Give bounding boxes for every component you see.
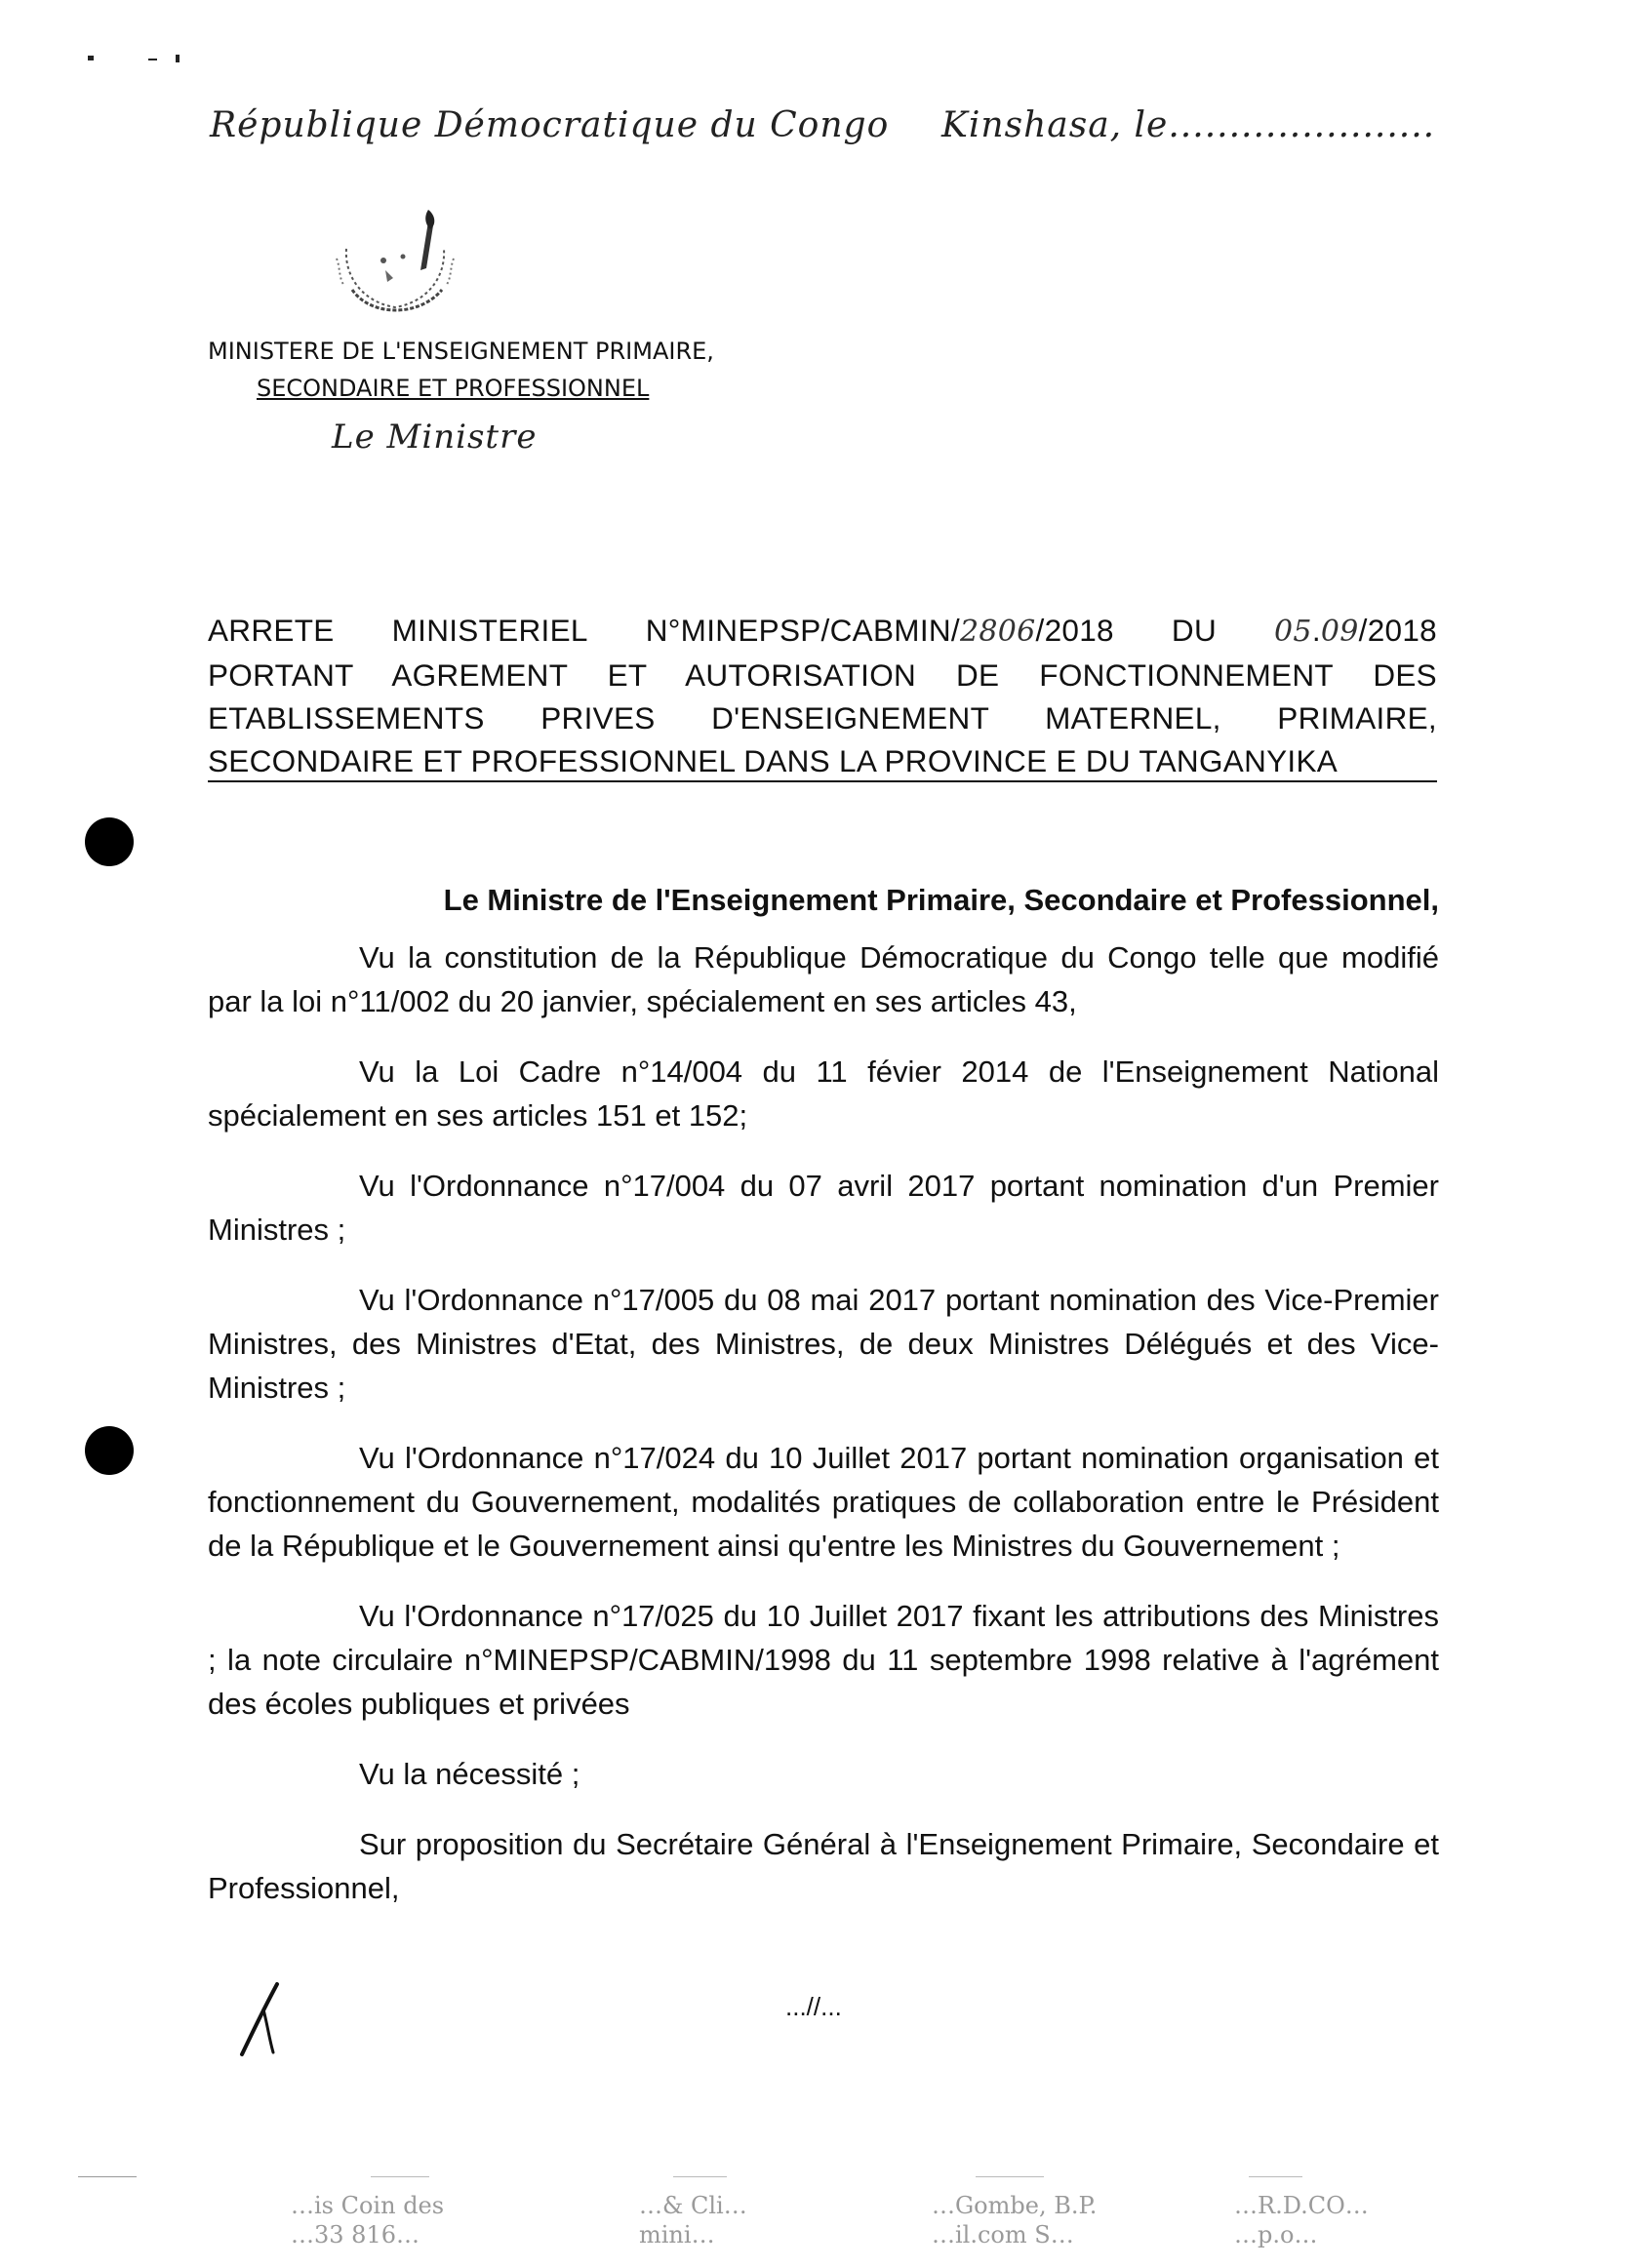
preamble: Le Ministre de l'Enseignement Primaire, Secondaire et Professionnel, [443, 883, 1439, 917]
punch-hole [85, 1426, 134, 1475]
page-continuation: ...//... [785, 1992, 842, 2021]
title-line1 [208, 609, 1437, 654]
footer-mark [371, 2176, 429, 2177]
scan-speck [176, 55, 180, 62]
coat-of-arms-emblem [327, 210, 473, 337]
considerant-paragraph: Vu l'Ordonnance n°17/025 du 10 Juillet 2017 fixant les attributions des Ministres ; la note circulaire n°MINEPSP/CABMIN/1998 du 11 septembre 1998 relative à l'agrément des écoles publiques et privées [208, 1599, 1439, 1721]
title-line4: SECONDAIRE ET PROFESSIONNEL DANS LA PROVINCE E DU TANGANYIKA [208, 743, 1339, 778]
footer-mark [976, 2176, 1044, 2177]
handwritten-initial [234, 1980, 293, 2058]
minister-signatory: Le Ministre [332, 418, 538, 457]
considerant-paragraph: Vu la constitution de la République Démocratique du Congo telle que modifié par la loi n°11/002 du 20 janvier, spécialement en ses articles 43, [208, 940, 1439, 1018]
title-word: ARRETE [208, 613, 335, 648]
title-line3: ETABLISSEMENTS PRIVES D'ENSEIGNEMENT MATERNEL, PRIMAIRE, [208, 700, 1437, 736]
title-word: MINISTERIEL [391, 613, 588, 648]
considerant-paragraph: Sur proposition du Secrétaire Général à l'Enseignement Primaire, Secondaire et Professionnel, [208, 1827, 1439, 1905]
considerant-paragraph: Vu l'Ordonnance n°17/005 du 08 mai 2017 portant nomination des Vice-Premier Ministres, des Ministres d'Etat, des Ministres, de deux Ministres Délégués et des Vice-Ministres ; [208, 1283, 1439, 1405]
handwritten-number: 2806 [959, 615, 1036, 649]
punch-hole [85, 817, 134, 866]
decree-date: 05.09/2018 [1274, 613, 1437, 649]
scan-speck [88, 56, 94, 60]
ministry-name-line2: SECONDAIRE ET PROFESSIONNEL [257, 375, 650, 402]
ministry-name-line1: MINISTERE DE L'ENSEIGNEMENT PRIMAIRE, [208, 338, 714, 365]
considerant-paragraph: Vu l'Ordonnance n°17/024 du 10 Juillet 2017 portant nomination organisation et fonctionnement du Gouvernement, modalités pratiques de collaboration entre le Président de la République et le Gouvernement ainsi qu'entre les Ministres du Gouvernement ; [208, 1441, 1439, 1563]
considerant-paragraph: Vu la Loi Cadre n°14/004 du 11 févier 2014 de l'Enseignement National spécialement en ses articles 151 et 152; [208, 1054, 1439, 1133]
handwritten-month: 09 [1320, 615, 1359, 649]
footer-address-col2: …& Cli… mini… [639, 2192, 747, 2248]
footer-address-col4: …R.D.CO… …p.o… [1234, 2192, 1369, 2248]
footer-address-col1: …is Coin des …33 816… [291, 2192, 445, 2248]
decree-body [208, 878, 1439, 1936]
country-header: République Démocratique du Congo [210, 105, 890, 145]
footer-mark [1249, 2176, 1302, 2177]
title-line2: PORTANT AGREMENT ET AUTORISATION DE FONCTIONNEMENT DES [208, 657, 1437, 693]
considerant-paragraph: Vu la nécessité ; [359, 1757, 580, 1791]
footer-address-col3: …Gombe, B.P. …il.com S… [932, 2192, 1098, 2248]
place-date-header: Kinshasa, le...................... [941, 105, 1436, 145]
decree-number: N°MINEPSP/CABMIN/2806/2018 [645, 613, 1114, 649]
title-underline [208, 780, 1437, 782]
title-word: DU [1171, 613, 1218, 648]
considerant-paragraph: Vu l'Ordonnance n°17/004 du 07 avril 2017 portant nomination d'un Premier Ministres ; [208, 1169, 1439, 1247]
scan-speck [148, 59, 157, 60]
handwritten-day: 05 [1274, 615, 1312, 649]
footer-mark [673, 2176, 727, 2177]
decree-title [208, 609, 1437, 782]
footer-mark [78, 2176, 137, 2177]
